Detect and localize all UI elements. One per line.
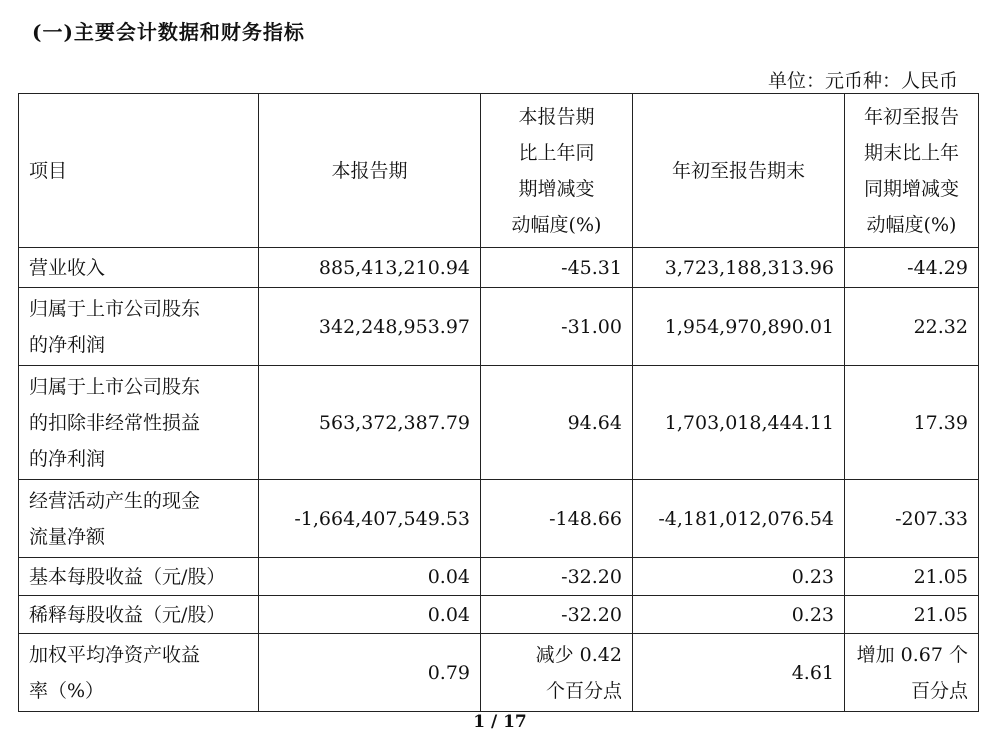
row-current-change: -32.20: [481, 596, 633, 634]
page-indicator: 1 / 17: [473, 712, 527, 732]
row-item: 稀释每股收益（元/股）: [19, 596, 259, 634]
row-current: 563,372,387.79: [259, 366, 481, 480]
row-ytd: 1,954,970,890.01: [633, 288, 845, 366]
row-current: 0.79: [259, 634, 481, 712]
row-ytd-change: 22.32: [845, 288, 979, 366]
header-item: 项目: [19, 94, 259, 248]
row-ytd: 0.23: [633, 558, 845, 596]
currency-unit-label: 单位：元币种：人民币: [767, 70, 958, 92]
table-row: [19, 288, 979, 366]
header-ytd-change: 年初至报告 期末比上年 同期增减变 动幅度(%): [845, 94, 979, 248]
header-ytd: 年初至报告期末: [633, 94, 845, 248]
row-current: 885,413,210.94: [259, 248, 481, 288]
row-item: 基本每股收益（元/股）: [19, 558, 259, 596]
row-current: 0.04: [259, 558, 481, 596]
row-ytd: 4.61: [633, 634, 845, 712]
row-item: 归属于上市公司股东 的扣除非经常性损益 的净利润: [19, 366, 259, 480]
row-current-change: 减少 0.42 个百分点: [481, 634, 633, 712]
row-item: 经营活动产生的现金 流量净额: [19, 480, 259, 558]
row-ytd-change: 21.05: [845, 558, 979, 596]
table-header-row: [19, 94, 979, 248]
row-item: 加权平均净资产收益 率（%）: [19, 634, 259, 712]
row-item: 营业收入: [19, 248, 259, 288]
row-current: 342,248,953.97: [259, 288, 481, 366]
row-ytd-change: 21.05: [845, 596, 979, 634]
row-ytd-change: -44.29: [845, 248, 979, 288]
table-row: [19, 366, 979, 480]
row-ytd: 1,703,018,444.11: [633, 366, 845, 480]
row-item: 归属于上市公司股东 的净利润: [19, 288, 259, 366]
header-current-change: 本报告期 比上年同 期增减变 动幅度(%): [481, 94, 633, 248]
row-current-change: -148.66: [481, 480, 633, 558]
table-row: [19, 596, 979, 634]
row-ytd-change: 17.39: [845, 366, 979, 480]
row-current: -1,664,407,549.53: [259, 480, 481, 558]
row-ytd: 3,723,188,313.96: [633, 248, 845, 288]
row-current-change: -32.20: [481, 558, 633, 596]
financial-indicators-table: [18, 93, 979, 712]
header-current-period: 本报告期: [259, 94, 481, 248]
section-title: (一)主要会计数据和财务指标: [32, 20, 305, 44]
row-ytd-change: 增加 0.67 个 百分点: [845, 634, 979, 712]
row-current: 0.04: [259, 596, 481, 634]
table-row: [19, 480, 979, 558]
row-ytd: -4,181,012,076.54: [633, 480, 845, 558]
row-ytd-change: -207.33: [845, 480, 979, 558]
row-ytd: 0.23: [633, 596, 845, 634]
table-row: [19, 248, 979, 288]
table-row: [19, 558, 979, 596]
row-current-change: -31.00: [481, 288, 633, 366]
row-current-change: -45.31: [481, 248, 633, 288]
row-current-change: 94.64: [481, 366, 633, 480]
table-row: [19, 634, 979, 712]
